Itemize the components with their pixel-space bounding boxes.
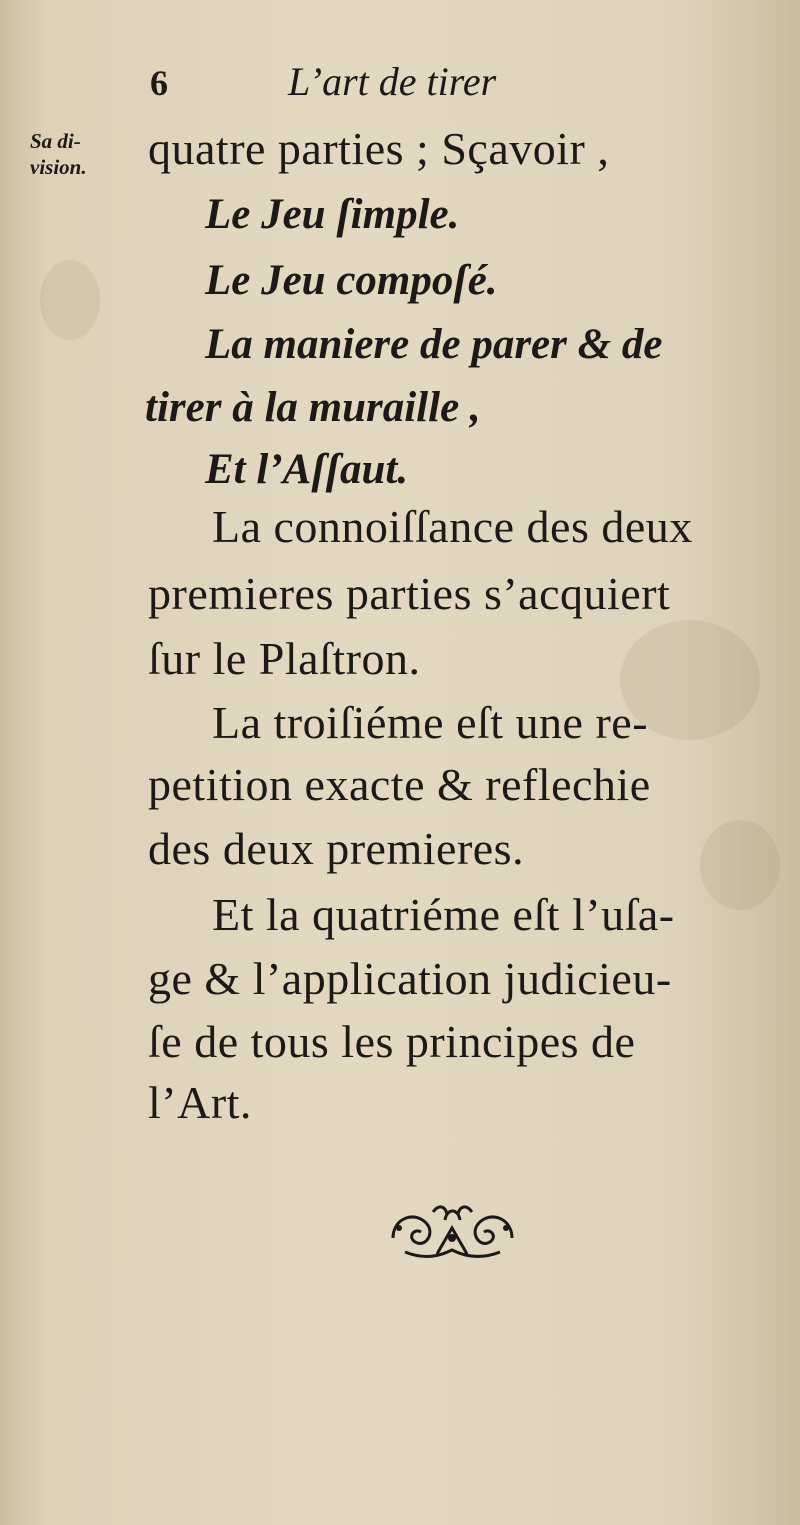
running-title: L’art de tirer: [288, 59, 497, 104]
text-line: ge & l’application judicieu-: [148, 953, 672, 1004]
margin-note-line: Sa di-: [30, 129, 81, 153]
paper-stain: [700, 820, 780, 910]
text-line: Le Jeu compoſé.: [205, 257, 498, 304]
text-line: des deux premieres.: [148, 823, 525, 874]
text-line: Et l’Aſſaut.: [205, 446, 409, 493]
text-line: tirer à la muraille ,: [145, 384, 481, 431]
text-line: l’Art.: [148, 1077, 252, 1128]
fleuron-ornament-icon: [385, 1198, 520, 1262]
text-line: La troiſiéme eſt une re-: [212, 697, 649, 748]
paper-stain: [40, 260, 100, 340]
margin-note: [30, 128, 87, 180]
margin-note-line: vision.: [30, 155, 87, 179]
text-line: Le Jeu ſimple.: [205, 191, 460, 238]
text-line: ſur le Plaſtron.: [148, 633, 421, 684]
text-line: Et la quatriéme eſt l’uſa-: [212, 889, 675, 940]
text-line: La connoiſſance des deux: [212, 501, 693, 552]
text-line: La maniere de parer & de: [205, 321, 663, 368]
text-line: ſe de tous les principes de: [148, 1016, 636, 1067]
text-line: premieres parties s’acquiert: [148, 568, 671, 619]
text-line: quatre parties ; Sçavoir ,: [148, 123, 610, 174]
page-number: 6: [150, 63, 168, 103]
text-line: petition exacte & reflechie: [148, 759, 651, 810]
